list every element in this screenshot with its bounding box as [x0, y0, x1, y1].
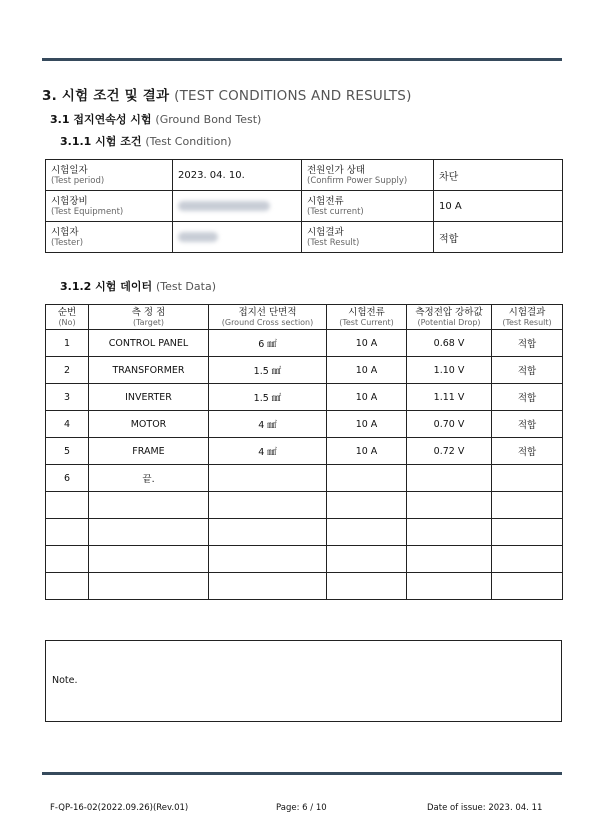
table-cell: 적합	[492, 330, 563, 357]
table-cell: 적합	[492, 438, 563, 465]
table-cell	[209, 465, 327, 492]
issue-date: Date of issue: 2023. 04. 11	[427, 803, 543, 813]
table-cell: MOTOR	[89, 411, 209, 438]
note-label: Note.	[52, 675, 78, 686]
table-cell	[46, 519, 89, 546]
table-cell	[492, 573, 563, 600]
table-cell: 끝.	[89, 465, 209, 492]
table-cell: 0.68 V	[407, 330, 492, 357]
table-cell	[407, 519, 492, 546]
table-cell: 1.11 V	[407, 384, 492, 411]
table-row	[46, 465, 563, 492]
table-cell: 4 ㎟	[209, 411, 327, 438]
table-cell	[492, 465, 563, 492]
table-cell	[89, 573, 209, 600]
condition-value-redacted	[173, 222, 302, 253]
table-cell: 10 A	[327, 384, 407, 411]
table-body	[46, 330, 563, 600]
top-rule	[42, 58, 562, 61]
condition-row	[46, 191, 563, 222]
table-cell: 10 A	[327, 438, 407, 465]
table-cell: 적합	[492, 357, 563, 384]
page-number: Page: 6 / 10	[276, 803, 327, 813]
table-cell	[327, 519, 407, 546]
condition-label: 시험일자 (Test period)	[46, 160, 173, 191]
column-header: 시험결과 (Test Result)	[492, 305, 563, 330]
table-cell: 1	[46, 330, 89, 357]
table-cell: 적합	[492, 384, 563, 411]
condition-label: 시험전류 (Test current)	[302, 191, 434, 222]
condition-label: 시험장비 (Test Equipment)	[46, 191, 173, 222]
table-cell: 1.5 ㎟	[209, 357, 327, 384]
redacted-equipment	[178, 201, 270, 211]
table-row	[46, 411, 563, 438]
condition-label: 전원인가 상태 (Confirm Power Supply)	[302, 160, 434, 191]
column-header: 측정전압 강하값 (Potential Drop)	[407, 305, 492, 330]
table-cell	[89, 519, 209, 546]
column-header: 순번 (No)	[46, 305, 89, 330]
redacted-tester	[178, 232, 218, 242]
condition-row	[46, 160, 563, 191]
table-cell	[46, 492, 89, 519]
table-cell: 0.72 V	[407, 438, 492, 465]
condition-value: 2023. 04. 10.	[173, 160, 302, 191]
table-cell: 6	[46, 465, 89, 492]
table-cell	[209, 492, 327, 519]
table-cell: 적합	[492, 411, 563, 438]
table-cell: 5	[46, 438, 89, 465]
table-cell: CONTROL PANEL	[89, 330, 209, 357]
form-number: F-QP-16-02(2022.09.26)(Rev.01)	[50, 803, 189, 813]
table-cell	[492, 492, 563, 519]
table-cell: INVERTER	[89, 384, 209, 411]
subsection-title-condition: 3.1.1 시험 조건 (Test Condition)	[60, 135, 232, 148]
table-cell	[209, 573, 327, 600]
table-row	[46, 438, 563, 465]
table-cell	[407, 465, 492, 492]
table-cell	[407, 573, 492, 600]
table-cell	[407, 546, 492, 573]
note-box	[45, 640, 562, 722]
table-cell: 3	[46, 384, 89, 411]
table-cell	[327, 573, 407, 600]
column-header: 시험전류 (Test Current)	[327, 305, 407, 330]
page-heading: 3. 시험 조건 및 결과 (TEST CONDITIONS AND RESULTS)	[42, 88, 412, 104]
table-cell: 2	[46, 357, 89, 384]
condition-row	[46, 222, 563, 253]
subsection-title-data: 3.1.2 시험 데이터 (Test Data)	[60, 280, 216, 293]
table-row	[46, 546, 563, 573]
table-cell	[327, 465, 407, 492]
table-cell	[46, 546, 89, 573]
table-header-row	[46, 305, 563, 330]
table-row	[46, 573, 563, 600]
test-condition-table	[45, 159, 563, 253]
table-row	[46, 384, 563, 411]
condition-label: 시험자 (Tester)	[46, 222, 173, 253]
condition-value: 10 A	[434, 191, 563, 222]
table-cell	[209, 546, 327, 573]
table-cell	[327, 492, 407, 519]
table-cell	[89, 492, 209, 519]
condition-label: 시험결과 (Test Result)	[302, 222, 434, 253]
table-cell	[46, 573, 89, 600]
table-cell	[407, 492, 492, 519]
table-row	[46, 357, 563, 384]
table-cell: 10 A	[327, 411, 407, 438]
table-cell: 4 ㎟	[209, 438, 327, 465]
table-cell: 4	[46, 411, 89, 438]
table-cell: FRAME	[89, 438, 209, 465]
column-header: 접지선 단면적 (Ground Cross section)	[209, 305, 327, 330]
bottom-rule	[42, 772, 562, 775]
table-row	[46, 519, 563, 546]
table-row	[46, 492, 563, 519]
table-cell: 1.10 V	[407, 357, 492, 384]
table-cell: 10 A	[327, 330, 407, 357]
table-cell	[327, 546, 407, 573]
condition-value: 차단	[434, 160, 563, 191]
table-cell	[492, 546, 563, 573]
condition-value: 적합	[434, 222, 563, 253]
column-header: 측 정 점 (Target)	[89, 305, 209, 330]
table-cell: 6 ㎟	[209, 330, 327, 357]
table-cell: TRANSFORMER	[89, 357, 209, 384]
table-cell	[89, 546, 209, 573]
section-title: 3.1 접지연속성 시험 (Ground Bond Test)	[50, 113, 262, 126]
table-cell: 1.5 ㎟	[209, 384, 327, 411]
test-data-table	[45, 304, 563, 600]
table-cell	[209, 519, 327, 546]
condition-value-redacted	[173, 191, 302, 222]
table-cell: 10 A	[327, 357, 407, 384]
table-row	[46, 330, 563, 357]
table-cell: 0.70 V	[407, 411, 492, 438]
table-cell	[492, 519, 563, 546]
